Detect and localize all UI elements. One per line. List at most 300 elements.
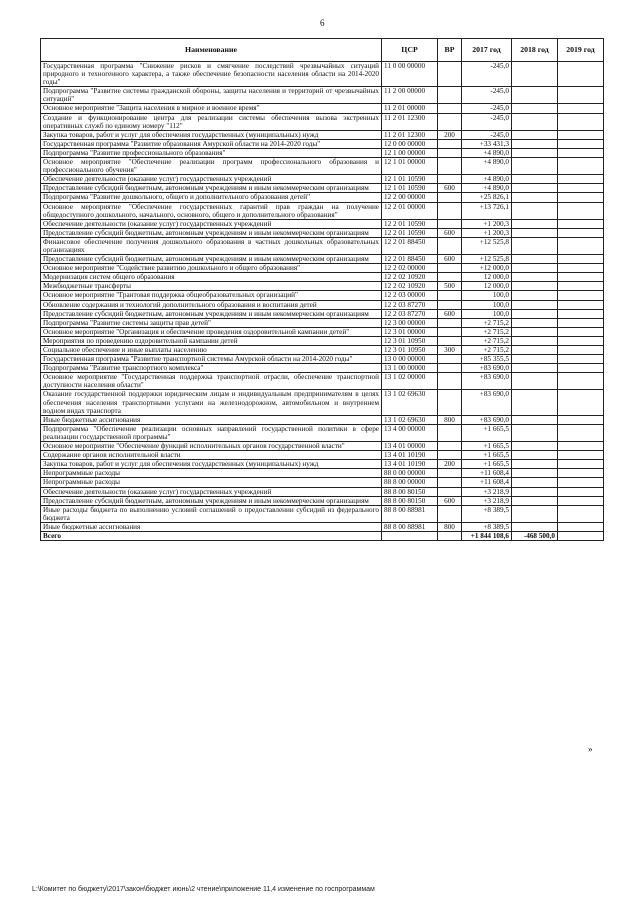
cell-name: Предоставление субсидий бюджетным, автономным учреждениям и иным некоммерческим организациям <box>41 309 382 318</box>
cell-vr <box>438 424 462 441</box>
cell-2017: +8 389,5 <box>462 505 512 522</box>
cell-csr: 88 8 00 00000 <box>382 478 438 487</box>
table-row <box>41 139 604 148</box>
table-row <box>41 451 604 460</box>
cell-2018 <box>512 148 558 157</box>
table-row <box>41 373 604 390</box>
cell-name: Создание и функционирование центра для реализации системы обеспечения вызова экстренных оперативных служб по единому номеру "112" <box>41 113 382 130</box>
cell-2018 <box>512 496 558 505</box>
cell-2018 <box>512 336 558 345</box>
cell-2018 <box>512 62 558 87</box>
table-row <box>41 460 604 469</box>
cell-2018 <box>512 158 558 175</box>
cell-2018 <box>512 478 558 487</box>
cell-2017: +2 715,2 <box>462 346 512 355</box>
table-row <box>41 478 604 487</box>
cell-name: Подпрограмма "Развитие профессионального образования" <box>41 148 382 157</box>
footer-file-path: L:\Комитет по бюджету\2017\закон\бюджет июнь\2 чтение\приложение 11,4 изменение по госпрограммам <box>32 886 375 893</box>
cell-name: Межбюджетные трансферты <box>41 282 382 291</box>
cell-vr <box>438 451 462 460</box>
cell-vr <box>438 505 462 522</box>
cell-2017: +1 200,3 <box>462 219 512 228</box>
cell-vr <box>438 237 462 254</box>
table-row <box>41 318 604 327</box>
cell-csr: 12 1 01 10590 <box>382 184 438 193</box>
cell-csr: 13 1 02 69630 <box>382 390 438 415</box>
cell-2018 <box>512 300 558 309</box>
cell-name: Всего <box>41 531 382 540</box>
table-row <box>41 505 604 522</box>
cell-vr <box>438 87 462 104</box>
cell-2019 <box>558 442 604 451</box>
cell-2018 <box>512 355 558 364</box>
cell-2018 <box>512 175 558 184</box>
cell-2018 <box>512 451 558 460</box>
cell-vr <box>438 202 462 219</box>
cell-2017: +83 690,0 <box>462 415 512 424</box>
table-row <box>41 327 604 336</box>
table-row <box>41 336 604 345</box>
cell-2018 <box>512 291 558 300</box>
cell-csr: 11 0 00 00000 <box>382 62 438 87</box>
cell-name: Государственная программа "Снижение рисков и смягчение последствий чрезвычайных ситуаций природного и техногенного характера, а также обеспечение безопасности населения области на 2014-2020 годы" <box>41 62 382 87</box>
cell-vr <box>438 373 462 390</box>
cell-2019 <box>558 237 604 254</box>
cell-vr <box>438 327 462 336</box>
table-row <box>41 158 604 175</box>
cell-vr <box>438 193 462 202</box>
cell-name: Основное мероприятие "Государственная поддержка транспортной отрасли, обеспечение транспортной доступности населения области" <box>41 373 382 390</box>
cell-name: Основное мероприятие "Содействие развитию дошкольного и общего образования" <box>41 264 382 273</box>
cell-2017: +2 715,2 <box>462 327 512 336</box>
cell-2018 <box>512 424 558 441</box>
cell-2019 <box>558 62 604 87</box>
cell-2019 <box>558 451 604 460</box>
cell-csr: 13 4 01 10190 <box>382 460 438 469</box>
cell-vr <box>438 175 462 184</box>
table-row <box>41 364 604 373</box>
cell-2018 <box>512 273 558 282</box>
cell-vr: 800 <box>438 522 462 531</box>
cell-name: Основное мероприятие "Защита населения в мирное и военное время" <box>41 104 382 113</box>
cell-2019 <box>558 228 604 237</box>
cell-2018 <box>512 318 558 327</box>
cell-2019 <box>558 355 604 364</box>
cell-2018 <box>512 460 558 469</box>
cell-2019 <box>558 496 604 505</box>
cell-2017: +1 665,5 <box>462 451 512 460</box>
cell-name: Иные бюджетные ассигнования <box>41 415 382 424</box>
cell-2019 <box>558 104 604 113</box>
cell-csr: 12 2 01 10590 <box>382 228 438 237</box>
cell-name: Основное мероприятие "Обеспечение реализации программ профессионального образования и профессионального обучения" <box>41 158 382 175</box>
table-row <box>41 175 604 184</box>
table-row <box>41 291 604 300</box>
closing-quote: » <box>588 744 593 754</box>
cell-2017: +8 389,5 <box>462 522 512 531</box>
cell-csr: 12 2 02 00000 <box>382 264 438 273</box>
cell-2017: +11 608,4 <box>462 469 512 478</box>
cell-csr: 88 8 00 80150 <box>382 496 438 505</box>
cell-2018 <box>512 522 558 531</box>
cell-2017: 12 000,0 <box>462 282 512 291</box>
cell-csr: 11 2 00 00000 <box>382 87 438 104</box>
cell-2018 <box>512 237 558 254</box>
cell-2019 <box>558 113 604 130</box>
cell-2017: -245,0 <box>462 104 512 113</box>
table-row <box>41 300 604 309</box>
cell-2019 <box>558 460 604 469</box>
cell-csr: 12 2 01 88450 <box>382 255 438 264</box>
table-row <box>41 496 604 505</box>
cell-vr: 600 <box>438 184 462 193</box>
cell-vr <box>438 531 462 540</box>
cell-2019 <box>558 373 604 390</box>
cell-2019 <box>558 130 604 139</box>
cell-2018 <box>512 87 558 104</box>
table-row <box>41 113 604 130</box>
cell-csr: 12 3 00 00000 <box>382 318 438 327</box>
table-row <box>41 355 604 364</box>
cell-csr: 13 1 02 00000 <box>382 373 438 390</box>
cell-name: Обеспечение деятельности (оказание услуг) государственных учреждений <box>41 487 382 496</box>
cell-name: Основное мероприятие "Обеспечение государственных гарантий прав граждан на получение общедоступного дошкольного, начального, основного, общего и дополнительного образования" <box>41 202 382 219</box>
cell-2019 <box>558 346 604 355</box>
cell-csr: 11 2 01 12300 <box>382 113 438 130</box>
cell-vr: 800 <box>438 415 462 424</box>
table-row <box>41 87 604 104</box>
cell-2019 <box>558 219 604 228</box>
cell-2017: -245,0 <box>462 113 512 130</box>
cell-vr: 300 <box>438 346 462 355</box>
cell-2017: -245,0 <box>462 62 512 87</box>
cell-2019 <box>558 175 604 184</box>
cell-name: Модернизация систем общего образования <box>41 273 382 282</box>
cell-2017: +83 690,0 <box>462 364 512 373</box>
cell-2017: +11 608,4 <box>462 478 512 487</box>
cell-name: Содержание органов исполнительной власти <box>41 451 382 460</box>
cell-2019 <box>558 469 604 478</box>
table-row <box>41 469 604 478</box>
table-row <box>41 390 604 415</box>
cell-csr: 13 4 00 00000 <box>382 424 438 441</box>
cell-2019 <box>558 424 604 441</box>
cell-2018 <box>512 373 558 390</box>
cell-2018 <box>512 390 558 415</box>
cell-name: Предоставление субсидий бюджетным, автономным учреждениям и иным некоммерческим организациям <box>41 496 382 505</box>
cell-name: Предоставление субсидий бюджетным, автономным учреждениям и иным некоммерческим организациям <box>41 255 382 264</box>
cell-vr <box>438 478 462 487</box>
cell-2017: +4 890,0 <box>462 184 512 193</box>
cell-2017: +83 690,0 <box>462 390 512 415</box>
cell-2019 <box>558 318 604 327</box>
cell-2018 <box>512 364 558 373</box>
cell-2019 <box>558 415 604 424</box>
cell-2018 <box>512 415 558 424</box>
cell-2018 <box>512 469 558 478</box>
cell-csr: 12 1 01 00000 <box>382 158 438 175</box>
cell-vr: 600 <box>438 496 462 505</box>
cell-csr: 13 0 00 00000 <box>382 355 438 364</box>
cell-vr: 600 <box>438 309 462 318</box>
cell-vr <box>438 148 462 157</box>
table-row <box>41 442 604 451</box>
cell-vr <box>438 291 462 300</box>
cell-name: Подпрограмма "Развитие системы защиты прав детей" <box>41 318 382 327</box>
cell-csr: 12 1 00 00000 <box>382 148 438 157</box>
cell-2017: +1 665,5 <box>462 424 512 441</box>
table-row <box>41 282 604 291</box>
cell-2018 <box>512 487 558 496</box>
cell-2019 <box>558 158 604 175</box>
cell-2019 <box>558 139 604 148</box>
cell-vr <box>438 219 462 228</box>
cell-csr: 88 8 00 88981 <box>382 522 438 531</box>
cell-vr <box>438 113 462 130</box>
cell-name: Оказание государственной поддержки юридическим лицам и индивидуальным предпринимателям в целях обеспечения населения транспортными услугами на железнодорожном, автомобильном и внутреннем водном видах транспорта <box>41 390 382 415</box>
cell-vr <box>438 487 462 496</box>
cell-2017: +3 218,9 <box>462 487 512 496</box>
cell-csr: 11 2 01 12300 <box>382 130 438 139</box>
cell-csr: 12 2 03 00000 <box>382 291 438 300</box>
cell-2018 <box>512 113 558 130</box>
cell-name: Предоставление субсидий бюджетным, автономным учреждениям и иным некоммерческим организациям <box>41 228 382 237</box>
cell-2017: +1 665,5 <box>462 442 512 451</box>
table-row <box>41 237 604 254</box>
cell-2017: +4 890,0 <box>462 158 512 175</box>
cell-2017: +33 431,3 <box>462 139 512 148</box>
cell-name: Непрограммные расходы <box>41 469 382 478</box>
cell-csr <box>382 531 438 540</box>
cell-2017: +4 890,0 <box>462 148 512 157</box>
cell-2019 <box>558 282 604 291</box>
cell-name: Государственная программа "Развитие транспортной системы Амурской области на 2014-2020 годы" <box>41 355 382 364</box>
cell-vr <box>438 355 462 364</box>
cell-name: Непрограммные расходы <box>41 478 382 487</box>
cell-csr: 12 2 01 00000 <box>382 202 438 219</box>
cell-vr <box>438 442 462 451</box>
header-2017: 2017 год <box>462 39 512 62</box>
cell-2017: 12 000,0 <box>462 273 512 282</box>
cell-name: Финансовое обеспечение получения дошкольного образования в частных дошкольных образовательных организациях <box>41 237 382 254</box>
cell-2018 <box>512 193 558 202</box>
cell-2017: +2 715,2 <box>462 318 512 327</box>
cell-csr: 12 2 02 10920 <box>382 273 438 282</box>
table-row <box>41 346 604 355</box>
cell-name: Предоставление субсидий бюджетным, автономным учреждениям и иным некоммерческим организациям <box>41 184 382 193</box>
cell-name: Государственная программа "Развитие образования Амурской области на 2014-2020 годы" <box>41 139 382 148</box>
cell-vr <box>438 300 462 309</box>
cell-2017: +85 355,5 <box>462 355 512 364</box>
cell-csr: 12 0 00 00000 <box>382 139 438 148</box>
cell-2018 <box>512 442 558 451</box>
cell-vr <box>438 139 462 148</box>
cell-csr: 88 0 00 00000 <box>382 469 438 478</box>
table-row <box>41 415 604 424</box>
table-row <box>41 130 604 139</box>
cell-2019 <box>558 522 604 531</box>
cell-2019 <box>558 273 604 282</box>
cell-name: Основное мероприятие "Обеспечение функций исполнительных органов государственной власти" <box>41 442 382 451</box>
header-row <box>41 39 604 62</box>
cell-vr: 600 <box>438 228 462 237</box>
cell-2017: +1 200,3 <box>462 228 512 237</box>
cell-2018 <box>512 219 558 228</box>
cell-vr <box>438 364 462 373</box>
cell-2019 <box>558 390 604 415</box>
cell-vr: 200 <box>438 460 462 469</box>
cell-csr: 12 2 01 88450 <box>382 237 438 254</box>
cell-2019 <box>558 309 604 318</box>
cell-vr <box>438 336 462 345</box>
cell-name: Социальное обеспечение и иные выплаты населению <box>41 346 382 355</box>
cell-csr: 12 3 01 10950 <box>382 346 438 355</box>
cell-2017: +2 715,2 <box>462 336 512 345</box>
cell-2019 <box>558 327 604 336</box>
table-row <box>41 62 604 87</box>
cell-2018: -468 500,0 <box>512 531 558 540</box>
cell-2018 <box>512 139 558 148</box>
cell-2019 <box>558 264 604 273</box>
cell-2019 <box>558 87 604 104</box>
table-row <box>41 202 604 219</box>
cell-name: Подпрограмма "Развитие транспортного комплекса" <box>41 364 382 373</box>
cell-2019 <box>558 184 604 193</box>
cell-vr <box>438 318 462 327</box>
cell-2019 <box>558 505 604 522</box>
cell-2017: -245,0 <box>462 87 512 104</box>
cell-name: Обеспечение деятельности (оказание услуг) государственных учреждений <box>41 219 382 228</box>
cell-csr: 12 2 03 87270 <box>382 300 438 309</box>
cell-name: Основное мероприятие "Грантовая поддержка общеобразовательных организаций" <box>41 291 382 300</box>
cell-2017: +12 000,0 <box>462 264 512 273</box>
cell-2017: 100,0 <box>462 309 512 318</box>
cell-vr <box>438 273 462 282</box>
cell-csr: 13 1 00 00000 <box>382 364 438 373</box>
cell-csr: 12 3 01 10950 <box>382 336 438 345</box>
cell-name: Закупка товаров, работ и услуг для обеспечения государственных (муниципальных) нужд <box>41 130 382 139</box>
table-row <box>41 424 604 441</box>
cell-2017: +3 218,9 <box>462 496 512 505</box>
cell-2019 <box>558 364 604 373</box>
cell-2018 <box>512 228 558 237</box>
cell-vr <box>438 264 462 273</box>
cell-2017: +12 525,8 <box>462 237 512 254</box>
cell-2017: 100,0 <box>462 291 512 300</box>
cell-csr: 12 3 01 00000 <box>382 327 438 336</box>
cell-csr: 12 2 03 87270 <box>382 309 438 318</box>
cell-csr: 13 4 01 10190 <box>382 451 438 460</box>
cell-name: Иные бюджетные ассигнования <box>41 522 382 531</box>
cell-name: Иные расходы бюджета по выполнению условий соглашений о предоставлении субсидий из федерального бюджета <box>41 505 382 522</box>
cell-2019 <box>558 300 604 309</box>
cell-2019 <box>558 148 604 157</box>
cell-name: Мероприятия по проведению оздоровительной кампании детей <box>41 336 382 345</box>
cell-2017: +4 890,0 <box>462 175 512 184</box>
cell-csr: 13 4 01 00000 <box>382 442 438 451</box>
cell-csr: 11 2 01 00000 <box>382 104 438 113</box>
cell-2017: -245,0 <box>462 130 512 139</box>
cell-2018 <box>512 346 558 355</box>
cell-2019 <box>558 478 604 487</box>
cell-2018 <box>512 184 558 193</box>
cell-2017: +12 525,8 <box>462 255 512 264</box>
cell-2017: +83 690,0 <box>462 373 512 390</box>
table-row <box>41 104 604 113</box>
table-row <box>41 148 604 157</box>
cell-2019 <box>558 255 604 264</box>
header-csr: ЦСР <box>382 39 438 62</box>
table-row <box>41 193 604 202</box>
cell-vr <box>438 469 462 478</box>
budget-table <box>40 38 604 541</box>
table-row <box>41 522 604 531</box>
cell-csr: 88 8 00 88981 <box>382 505 438 522</box>
cell-name: Закупка товаров, работ и услуг для обеспечения государственных (муниципальных) нужд <box>41 460 382 469</box>
cell-2019 <box>558 336 604 345</box>
cell-vr <box>438 104 462 113</box>
table-row <box>41 228 604 237</box>
cell-name: Подпрограмма "Развитие системы гражданской обороны, защиты населения и территорий от чрезвычайных ситуаций" <box>41 87 382 104</box>
table-row <box>41 487 604 496</box>
table-row <box>41 309 604 318</box>
cell-csr: 13 1 02 69630 <box>382 415 438 424</box>
table-row <box>41 184 604 193</box>
cell-2018 <box>512 282 558 291</box>
cell-2018 <box>512 309 558 318</box>
cell-2018 <box>512 202 558 219</box>
cell-vr <box>438 62 462 87</box>
page-number: 6 <box>320 18 325 28</box>
cell-name: Обеспечение деятельности (оказание услуг) государственных учреждений <box>41 175 382 184</box>
cell-vr <box>438 390 462 415</box>
total-row <box>41 531 604 540</box>
header-vr: ВР <box>438 39 462 62</box>
table-row <box>41 264 604 273</box>
cell-2017: +1 844 108,6 <box>462 531 512 540</box>
cell-2017: +1 665,5 <box>462 460 512 469</box>
cell-2018 <box>512 255 558 264</box>
cell-name: Подпрограмма "Развитие дошкольного, общего и дополнительного образования детей" <box>41 193 382 202</box>
cell-csr: 12 1 01 10590 <box>382 175 438 184</box>
cell-2018 <box>512 130 558 139</box>
cell-csr: 12 2 00 00000 <box>382 193 438 202</box>
cell-csr: 12 2 01 10590 <box>382 219 438 228</box>
cell-2019 <box>558 291 604 300</box>
cell-vr: 200 <box>438 130 462 139</box>
cell-name: Основное мероприятие "Организация и обеспечение проведения оздоровительной кампании детей" <box>41 327 382 336</box>
cell-2018 <box>512 505 558 522</box>
cell-csr: 12 2 02 10920 <box>382 282 438 291</box>
cell-2018 <box>512 104 558 113</box>
cell-2019 <box>558 193 604 202</box>
cell-2017: +25 826,1 <box>462 193 512 202</box>
cell-vr: 500 <box>438 282 462 291</box>
header-name: Наименование <box>41 39 382 62</box>
cell-name: Подпрограмма "Обеспечение реализации основных направлений государственной политики в сфере реализации государственной программы" <box>41 424 382 441</box>
table-row <box>41 255 604 264</box>
header-2018: 2018 год <box>512 39 558 62</box>
cell-2018 <box>512 264 558 273</box>
cell-2017: +13 726,1 <box>462 202 512 219</box>
cell-2019 <box>558 531 604 540</box>
header-2019: 2019 год <box>558 39 604 62</box>
cell-name: Обновление содержания и технологий дополнительного образования и воспитания детей <box>41 300 382 309</box>
table-row <box>41 273 604 282</box>
table-row <box>41 219 604 228</box>
cell-vr <box>438 158 462 175</box>
cell-csr: 88 8 00 80150 <box>382 487 438 496</box>
